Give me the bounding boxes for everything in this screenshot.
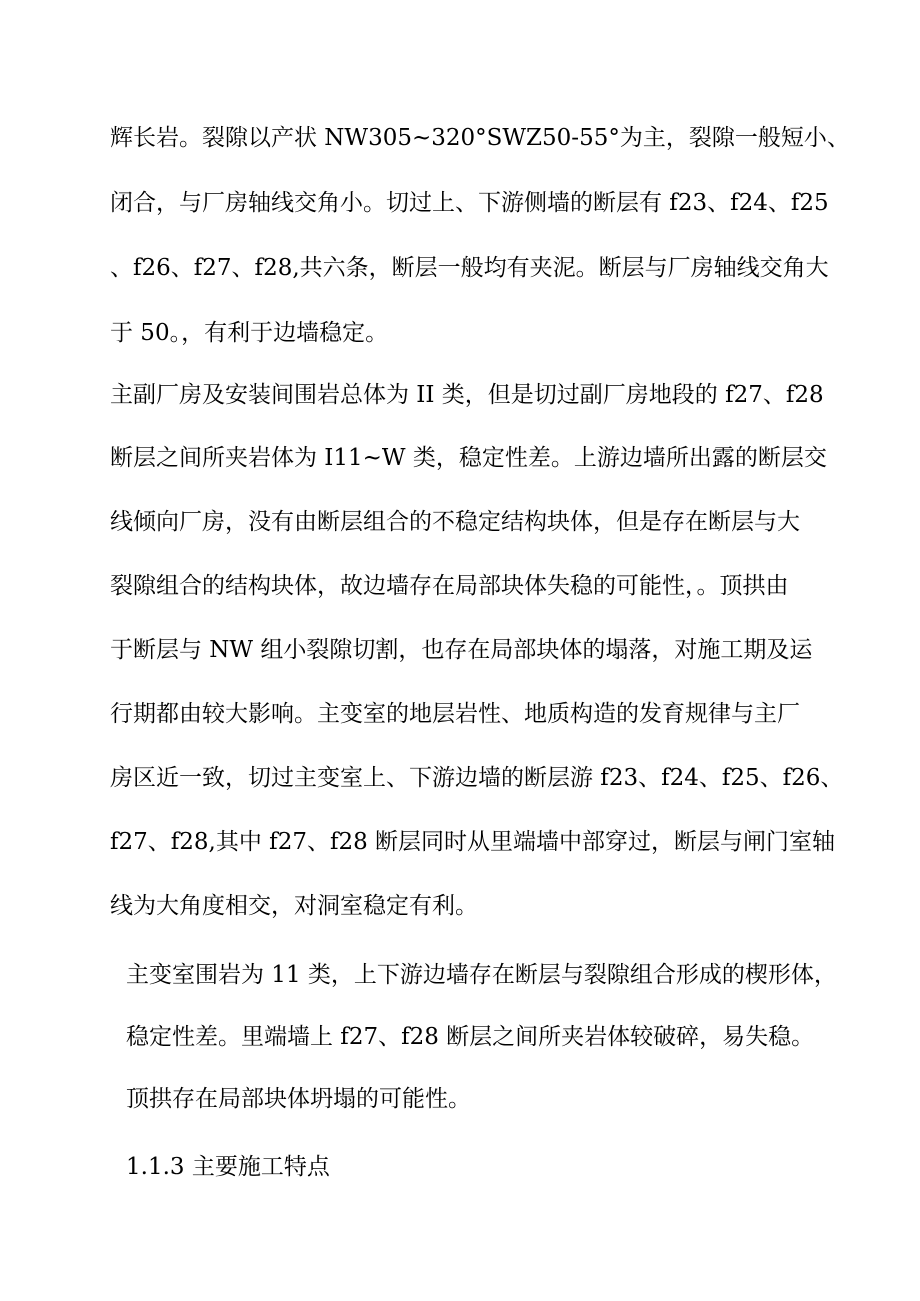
- paragraph-3-line-3: 顶拱存在局部块体坍塌的可能性。: [126, 1086, 471, 1112]
- paragraph-2-line-2: 断层之间所夹岩体为 I11~W 类，稳定性差。上游边墙所出露的断层交: [110, 445, 827, 471]
- paragraph-1-line-2: 闭合，与厂房轴线交角小。切过上、下游侧墙的断层有 f23、f24、f25: [110, 190, 829, 216]
- paragraph-2-line-1: 主副厂房及安装间围岩总体为 II 类，但是切过副厂房地段的 f27、f28: [110, 382, 824, 408]
- paragraph-1-line-4: 于 50。，有利于边墙稳定。: [110, 320, 389, 346]
- paragraph-3-line-2: 稳定性差。里端墙上 f27、f28 断层之间所夹岩体较破碎，易失稳。: [126, 1024, 815, 1050]
- paragraph-3-line-1: 主变室围岩为 11 类，上下游边墙存在断层与裂隙组合形成的楔形体，: [126, 962, 837, 988]
- paragraph-2-line-9: 线为大角度相交，对洞室稳定有利。: [110, 893, 478, 919]
- paragraph-1-line-3: 、f26、f27、f28,共六条，断层一般均有夹泥。断层与厂房轴线交角大: [110, 255, 829, 281]
- paragraph-1-line-1: 辉长岩。裂隙以产状 NW305~320°SWZ50-55°为主，裂隙一般短小、: [110, 125, 850, 151]
- paragraph-2-line-5: 于断层与 NW 组小裂隙切割，也存在局部块体的塌落，对施工期及运: [110, 637, 813, 663]
- paragraph-2-line-3: 线倾向厂房，没有由断层组合的不稳定结构块体，但是存在断层与大: [110, 509, 800, 535]
- paragraph-2-line-6: 行期都由较大影响。主变室的地层岩性、地质构造的发育规律与主厂: [110, 701, 800, 727]
- paragraph-2-line-4: 裂隙组合的结构块体，故边墙存在局部块体失稳的可能性，。顶拱由: [110, 573, 789, 599]
- paragraph-2-line-8: f27、f28,其中 f27、f28 断层同时从里端墙中部穿过，断层与闸门室轴: [110, 829, 836, 855]
- section-heading: 1.1.3 主要施工特点: [126, 1154, 330, 1180]
- paragraph-2-line-7: 房区近一致，切过主变室上、下游边墙的断层游 f23、f24、f25、f26、: [110, 765, 844, 791]
